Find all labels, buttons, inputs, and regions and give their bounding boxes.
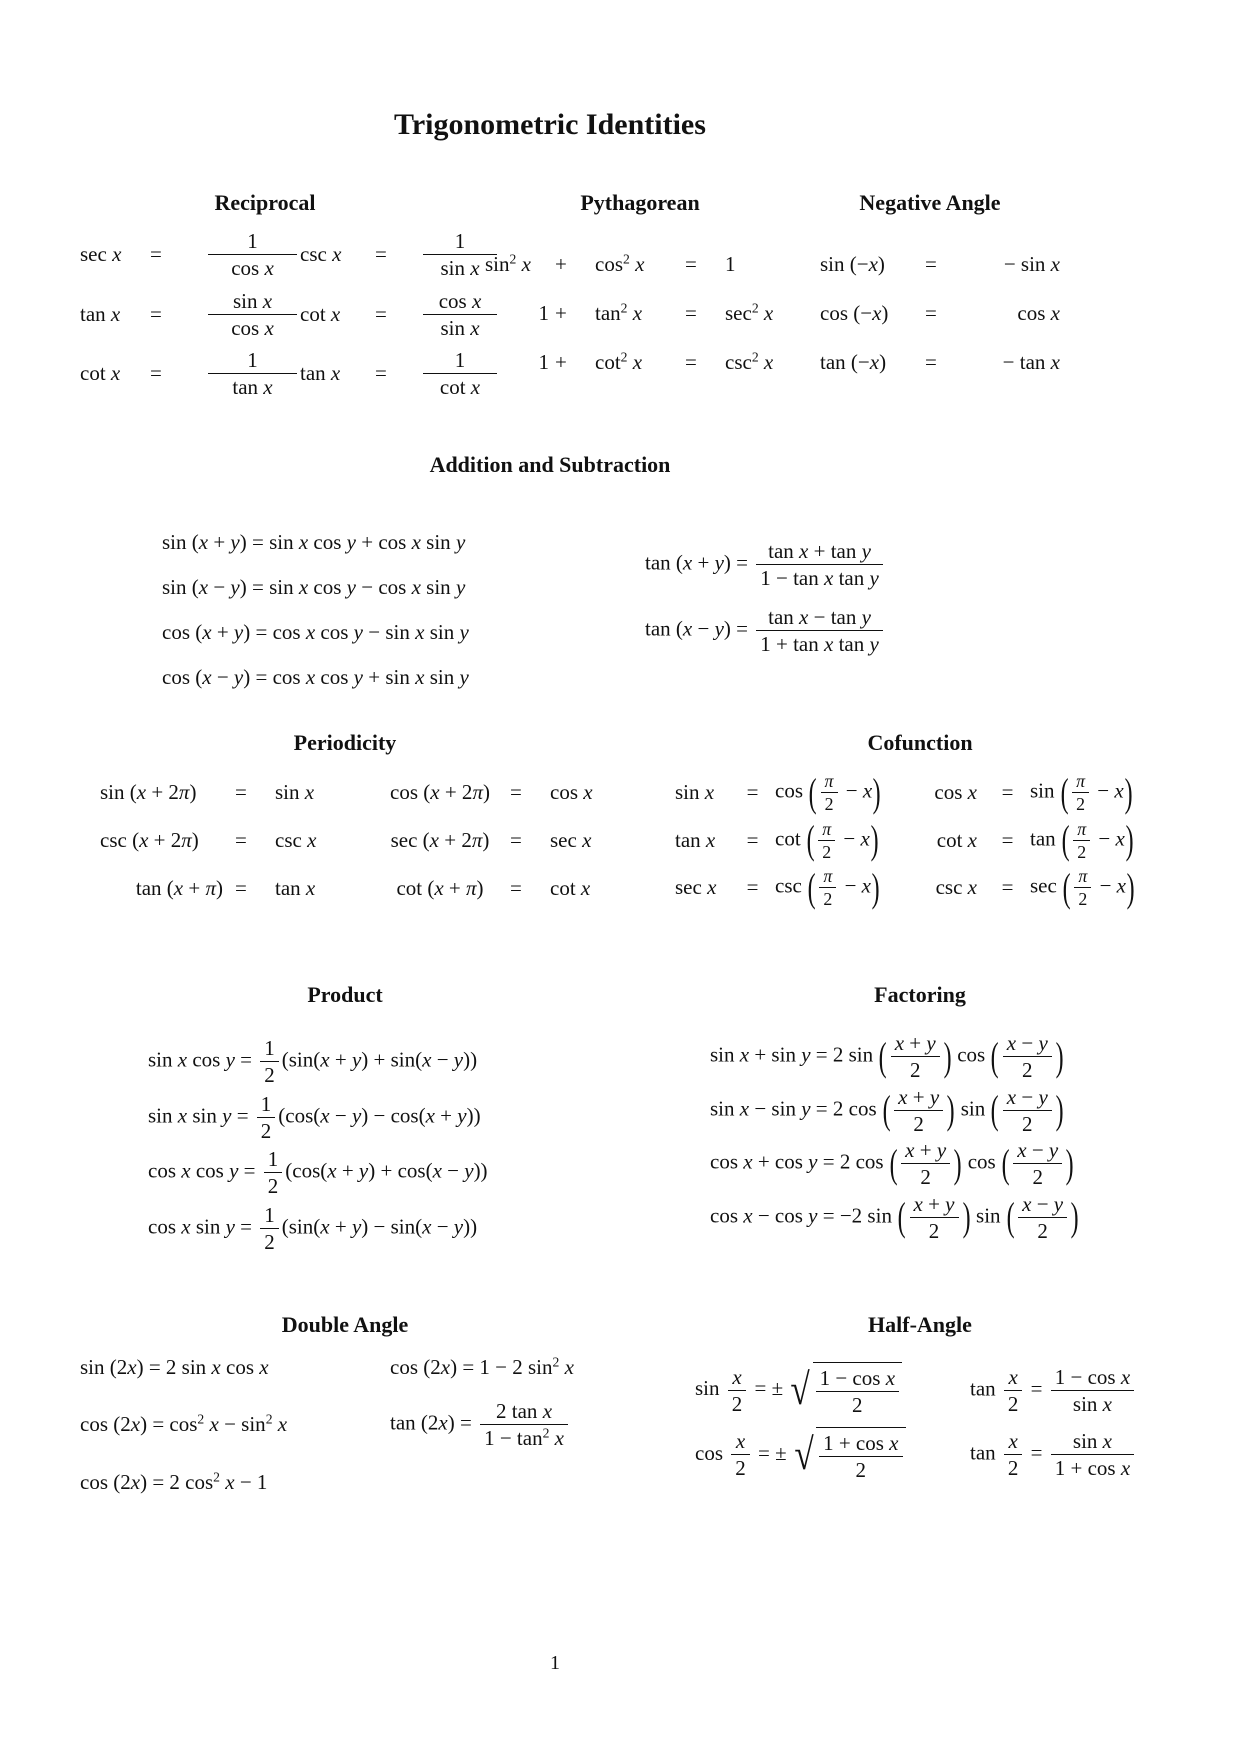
negative-angle-block: sin (−x) = − sin x cos (−x) = cos x tan (−x) = − tan x [820,252,1060,374]
page-number: 1 [550,1652,560,1674]
half-angle-block: sin $\frac{x}{2}$ = ± √ $\frac{\text{1 − cos x}}{2}$ tan $\frac{x}{2}$ = $\frac{\text{1 − cos x}}{\text{sin x}}$ cos $\frac{x}{2}$ = ± √ $\frac{\text{1 + cos x}}{2}$ tan $\frac{x}{2}$ = $\frac{\text{sin x}}{\text{1 + cos x}}$ [695,1362,1170,1483]
header-factoring: Factoring [874,982,966,1007]
header-addition-subtraction: Addition and Subtraction [429,452,671,477]
header-reciprocal: Reciprocal [214,190,316,215]
pythagorean-block: $\sin^2 x$ + $\cos^2 x$ = 1 1 + $\tan^2 x$ = $\sec^2 x$ 1 + $\cot^2 x$ = $\csc^2 x$ [485,251,774,374]
header-half-angle: Half-Angle [868,1312,972,1337]
reciprocal-block: sec x = $\frac{1}{\text{cos x}}$ csc x = $\frac{1}{\text{sin x}}$ tan x = $\frac{\text{sin x}}{\text{cos x}}$ cot x = $\frac{\text{cos x}}{\text{sin x}}$ cot x = $\frac{1}{\text{tan x}}$ tan x = $\frac{1}{\text{cot x}}$ [80,228,500,401]
header-periodicity: Periodicity [293,730,397,755]
factoring-block: sin x + sin y = 2 sin ( $\frac{x + y}{2}$ ) cos ( $\frac{x - y}{2}$ ) sin x − sin y = 2 cos ( $\frac{x + y}{2}$ ) sin ( $\frac{x - y}{2}$ ) cos x + cos y = 2 cos ( $\frac{x + y}{2}$ ) cos ( $\frac{x - y}{2}$ ) cos x − cos y = −2 sin ( $\frac{x + y}{2}$ ) sin ( $\frac{x - y}{2}$ ) [710,1031,1079,1243]
header-double-angle: Double Angle [281,1312,409,1337]
cofunction-block: sin x = cos ( $\frac{\pi}{2}$ − x) cos x = sin ( $\frac{\pi}{2}$ − x) tan x = cot ( $\frac{\pi}{2}$ − x) cot x = tan ( $\frac{\pi}{2}$ − x) sec x = csc ( $\frac{\pi}{2}$ − x) csc x = sec ( $\frac{\pi}{2}$ − x) [675,769,1135,911]
product-block: sin x cos y = $\frac{1}{2}$ (sin(x + y) + sin(x − y)) sin x sin y = $\frac{1}{2}$ (cos(x − y) − cos(x + y)) cos x cos y = $\frac{1}{2}$ (cos(x + y) + cos(x − y)) cos x sin y = $\frac{1}{2}$ (sin(x + y) − sin(x − y)) [148,1036,488,1254]
header-negative-angle: Negative Angle [859,190,1001,215]
addition-block-left: sin (x + y) = sin x cos y + cos x sin y sin (x − y) = sin x cos y − cos x sin y cos (x + y) = cos x cos y − sin x sin y cos (x − y) = cos x cos y + sin x sin y [162,530,469,689]
double-angle-block: sin (2x) = 2 sin x cos x cos (2x) = 1 − 2 $\sin^2 x$ $\cos (2x) = \cos^2 x - \sin^2 x$ tan (2x) = $\frac{\text{2 tan x}}{1 - \tan^2 x}$ cos (2x) = 2 $\cos^2 x - 1$ [80,1354,574,1494]
formula-lhs: sec x [80,242,122,267]
page-title: Trigonometric Identities [394,108,706,141]
header-pythagorean: Pythagorean [580,190,700,215]
header-product: Product [307,982,383,1007]
fraction: $\frac{1}{\text{cos x}}$ [208,228,297,282]
header-cofunction: Cofunction [867,730,973,755]
addition-block-right: tan (x + y) = $\frac{\text{tan x + tan y}}{\text{1 − tan x tan y}}$ tan (x − y) = $\frac{\text{tan x − tan y}}{\text{1 + tan x tan y}}$ [645,538,886,657]
periodicity-block: sin (x + 2π) = sin x cos (x + 2π) = cos x csc (x + 2π) = csc x sec (x + 2π) = sec x tan (x + π) = tan x cot (x + π) = cot x [100,780,593,900]
